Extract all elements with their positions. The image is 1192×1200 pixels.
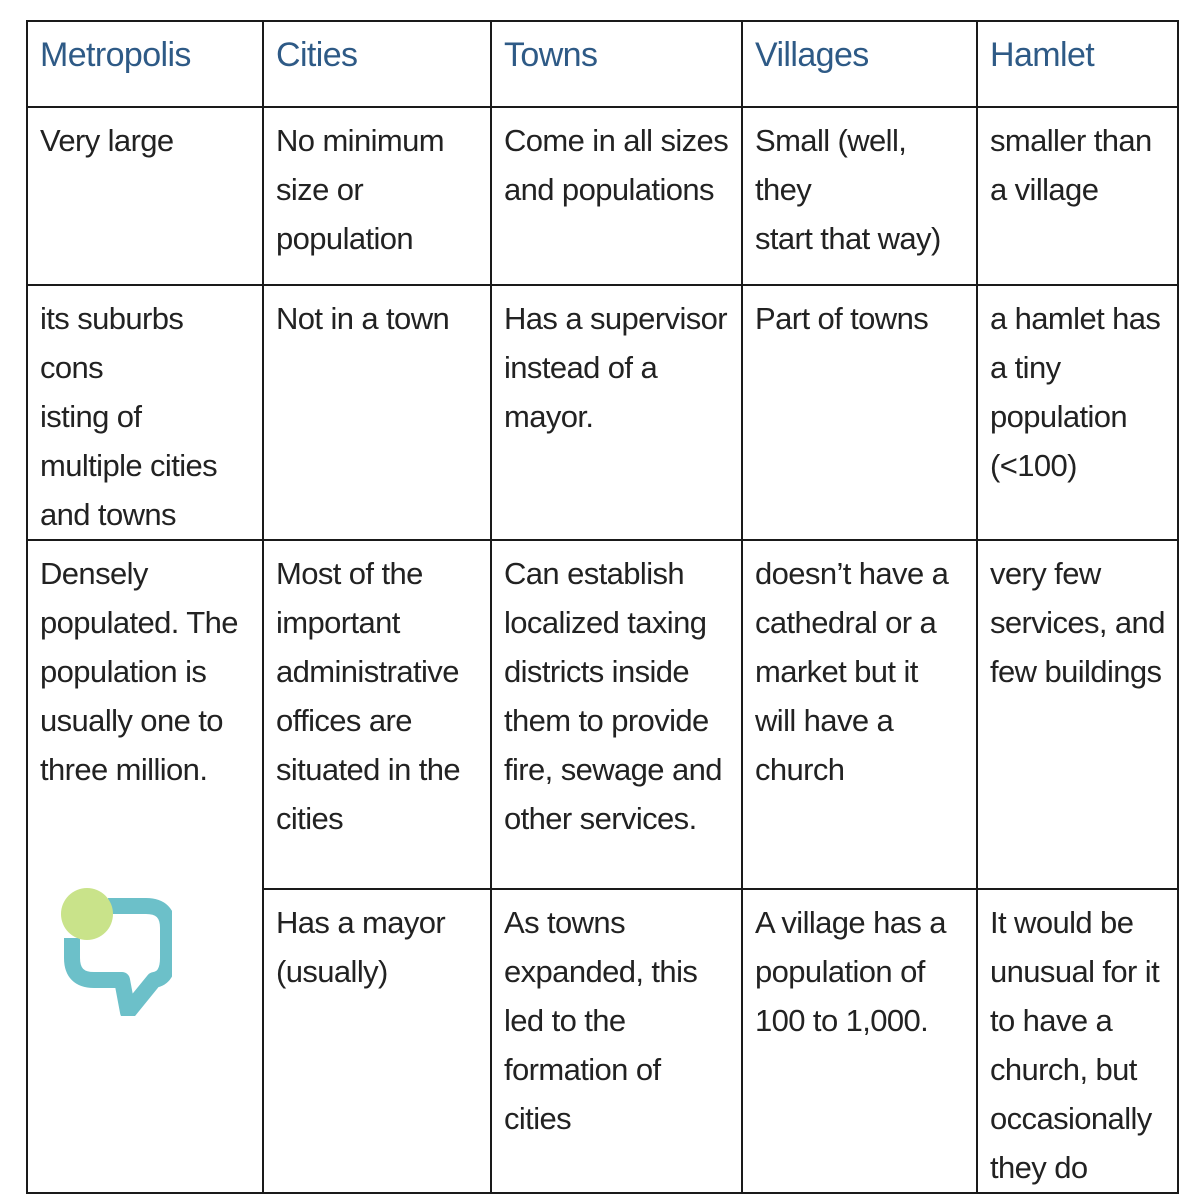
- cell-text: A village has a population of 100 to 1,000.: [755, 905, 946, 1038]
- cell-text: smaller than a village: [990, 123, 1152, 207]
- cell-hamlet: [977, 889, 1178, 1193]
- header-towns: Towns: [491, 21, 742, 107]
- header-villages: Villages: [742, 21, 977, 107]
- cell-towns: [491, 540, 742, 889]
- cell-text: Can establish localized taxing districts inside them to provide fire, sewage and other services.: [504, 556, 722, 836]
- cell-villages: [742, 107, 977, 285]
- logo-dot: [61, 888, 113, 940]
- cell-hamlet: [977, 540, 1178, 889]
- cell-text: a hamlet has a tiny population (<100): [990, 301, 1161, 483]
- cell-towns: [491, 285, 742, 540]
- cell-text: very few services, and few buildings: [990, 556, 1165, 689]
- cell-text: Very large: [40, 123, 174, 158]
- cell-text: As towns expanded, this led to the formation of cities: [504, 905, 698, 1136]
- cell-metropolis: [27, 107, 263, 285]
- cell-text: Most of the important administrative offices are situated in the cities: [276, 556, 461, 836]
- cell-villages: [742, 889, 977, 1193]
- header-row: [27, 21, 1178, 107]
- cell-text: Small (well, they start that way): [755, 123, 941, 256]
- cell-hamlet: [977, 285, 1178, 540]
- comparison-table: [26, 20, 1179, 1194]
- cell-text: its suburbs cons isting of multiple cities and towns: [40, 301, 218, 532]
- cell-text: Has a supervisor instead of a mayor.: [504, 301, 727, 434]
- header-hamlet: Hamlet: [977, 21, 1178, 107]
- cell-cities: [263, 889, 491, 1193]
- cell-villages: [742, 285, 977, 540]
- cell-text: Densely populated. The population is usually one to three million.: [40, 556, 238, 787]
- chat-bubble-logo-icon: [60, 888, 172, 1016]
- cell-text: Part of towns: [755, 301, 929, 336]
- cell-towns: [491, 889, 742, 1193]
- cell-villages: [742, 540, 977, 889]
- cell-text: Has a mayor (usually): [276, 905, 446, 989]
- cell-text: It would be unusual for it to have a church, but occasionally they do: [990, 905, 1160, 1185]
- cell-cities: [263, 285, 491, 540]
- cell-text: doesn’t have a cathedral or a market but it will have a church: [755, 556, 949, 787]
- cell-cities: [263, 107, 491, 285]
- table-row: [27, 540, 1178, 889]
- cell-hamlet: [977, 107, 1178, 285]
- cell-text: Come in all sizes and populations: [504, 123, 729, 207]
- cell-towns: [491, 107, 742, 285]
- table-row: [27, 107, 1178, 285]
- cell-metropolis: [27, 285, 263, 540]
- header-cities: Cities: [263, 21, 491, 107]
- cell-cities: [263, 540, 491, 889]
- header-metropolis: Metropolis: [27, 21, 263, 107]
- cell-metropolis: [27, 540, 263, 1193]
- cell-text: Not in a town: [276, 301, 450, 336]
- cell-text: No minimum size or population: [276, 123, 444, 256]
- table-row: [27, 285, 1178, 540]
